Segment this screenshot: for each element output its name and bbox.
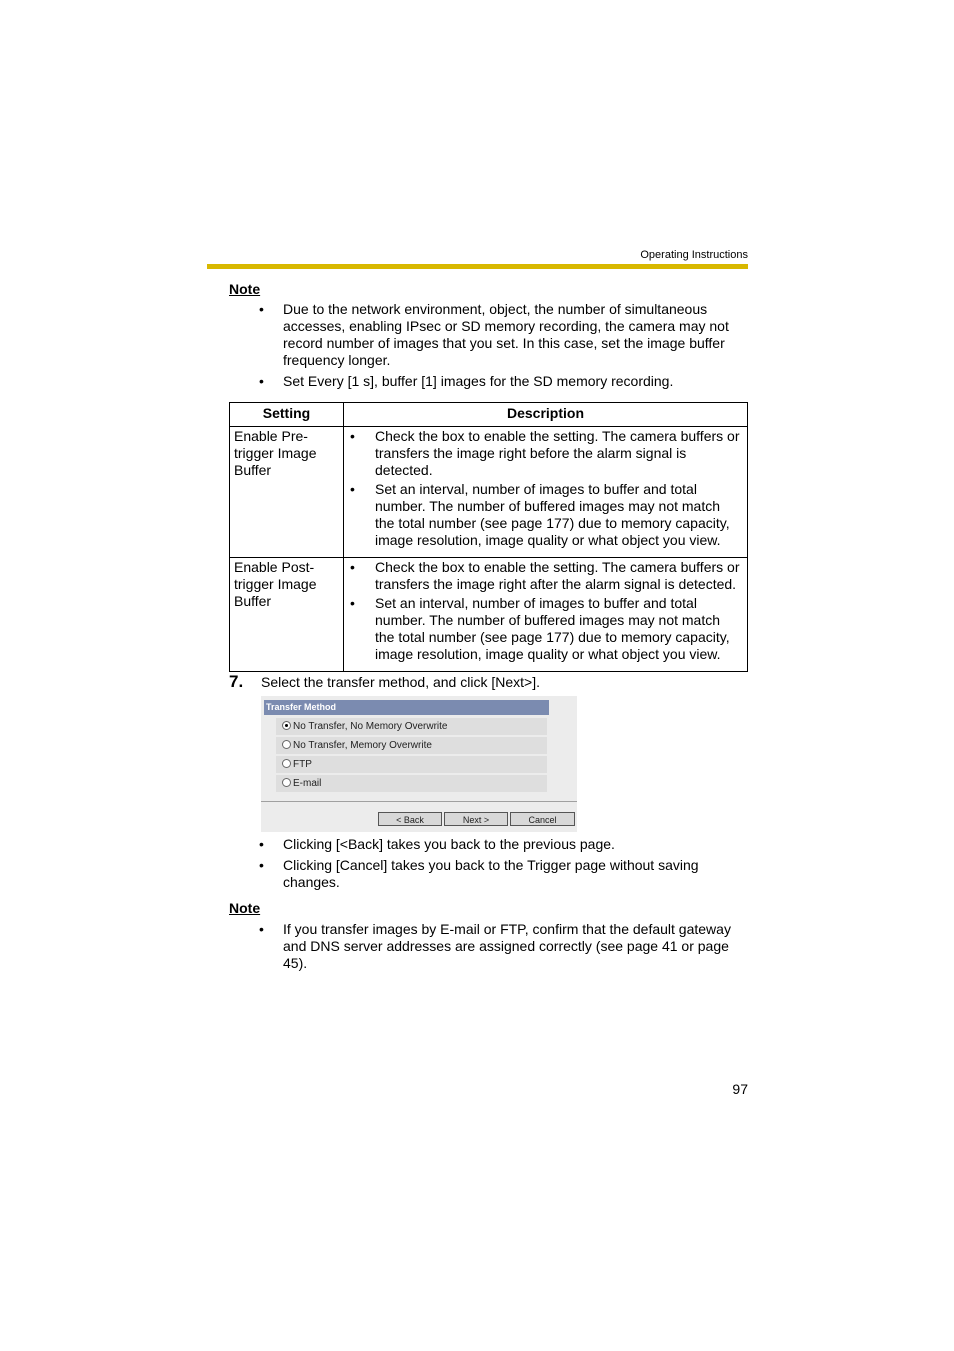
settings-table [229, 402, 748, 672]
instruction-bullet-list [259, 836, 745, 895]
radio-icon[interactable] [282, 759, 291, 768]
table-cell-description [344, 427, 748, 558]
panel-divider [261, 801, 577, 802]
transfer-method-panel [261, 696, 577, 832]
note-bullet-list [259, 301, 745, 394]
step-text: Select the transfer method, and click [Next>]. [261, 674, 540, 690]
note-bullet: • Due to the network environment, object, the number of simultaneous accesses, enabling IPsec or SD memory recording, the camera may not record number of images that you set. In this case, set the image buffer frequency longer. [259, 301, 729, 368]
table-row [230, 558, 748, 672]
note-bullet-list [259, 921, 745, 976]
page-number: 97 [732, 1081, 748, 1097]
table-cell-setting: Enable Post-trigger Image Buffer [230, 558, 344, 672]
cancel-button[interactable]: Cancel [510, 812, 575, 826]
radio-selected-icon[interactable] [282, 721, 291, 730]
radio-icon[interactable] [282, 740, 291, 749]
instruction-bullet: • Clicking [<Back] takes you back to the previous page. [259, 836, 615, 852]
option-ftp[interactable]: FTP [276, 756, 547, 773]
description-bullet: • Set an interval, number of images to buffer and total number. The number of buffered images may not match the total number (see page 177) due to memory capacity, image resolution, image quality or what object you view. [350, 595, 730, 662]
step-number: 7. [229, 672, 244, 691]
table-header-setting: Setting [230, 403, 344, 427]
header-title: Operating Instructions [640, 249, 748, 261]
description-bullet: • Set an interval, number of images to buffer and total number. The number of buffered images may not match the total number (see page 177) due to memory capacity, image resolution, image quality or what object you view. [350, 481, 730, 548]
table-row [230, 427, 748, 558]
transfer-method-title: Transfer Method [264, 700, 549, 715]
instruction-bullet: • Clicking [Cancel] takes you back to the Trigger page without saving changes. [259, 857, 699, 890]
option-no-transfer-overwrite[interactable]: No Transfer, Memory Overwrite [276, 737, 547, 754]
table-cell-description [344, 558, 748, 672]
next-button[interactable]: Next > [444, 812, 508, 826]
description-bullet: • Check the box to enable the setting. The camera buffers or transfers the image right before the alarm signal is detected. [350, 428, 740, 478]
note-bullet: • Set Every [1 s], buffer [1] images for the SD memory recording. [259, 373, 674, 389]
note-label: Note [229, 900, 261, 916]
option-no-transfer-no-overwrite[interactable]: No Transfer, No Memory Overwrite [276, 718, 547, 735]
note-bullet: • If you transfer images by E-mail or FTP, confirm that the default gateway and DNS server addresses are assigned correctly (see page 41 or page 45). [259, 921, 731, 971]
description-bullet: • Check the box to enable the setting. The camera buffers or transfers the image right after the alarm signal is detected. [350, 559, 740, 592]
table-header-description: Description [344, 403, 748, 427]
header-rule [207, 264, 748, 269]
option-email[interactable]: E-mail [276, 775, 547, 792]
radio-icon[interactable] [282, 778, 291, 787]
table-header-row [230, 403, 748, 427]
note-label: Note [229, 281, 261, 297]
table-cell-setting: Enable Pre-trigger Image Buffer [230, 427, 344, 558]
back-button[interactable]: < Back [378, 812, 442, 826]
